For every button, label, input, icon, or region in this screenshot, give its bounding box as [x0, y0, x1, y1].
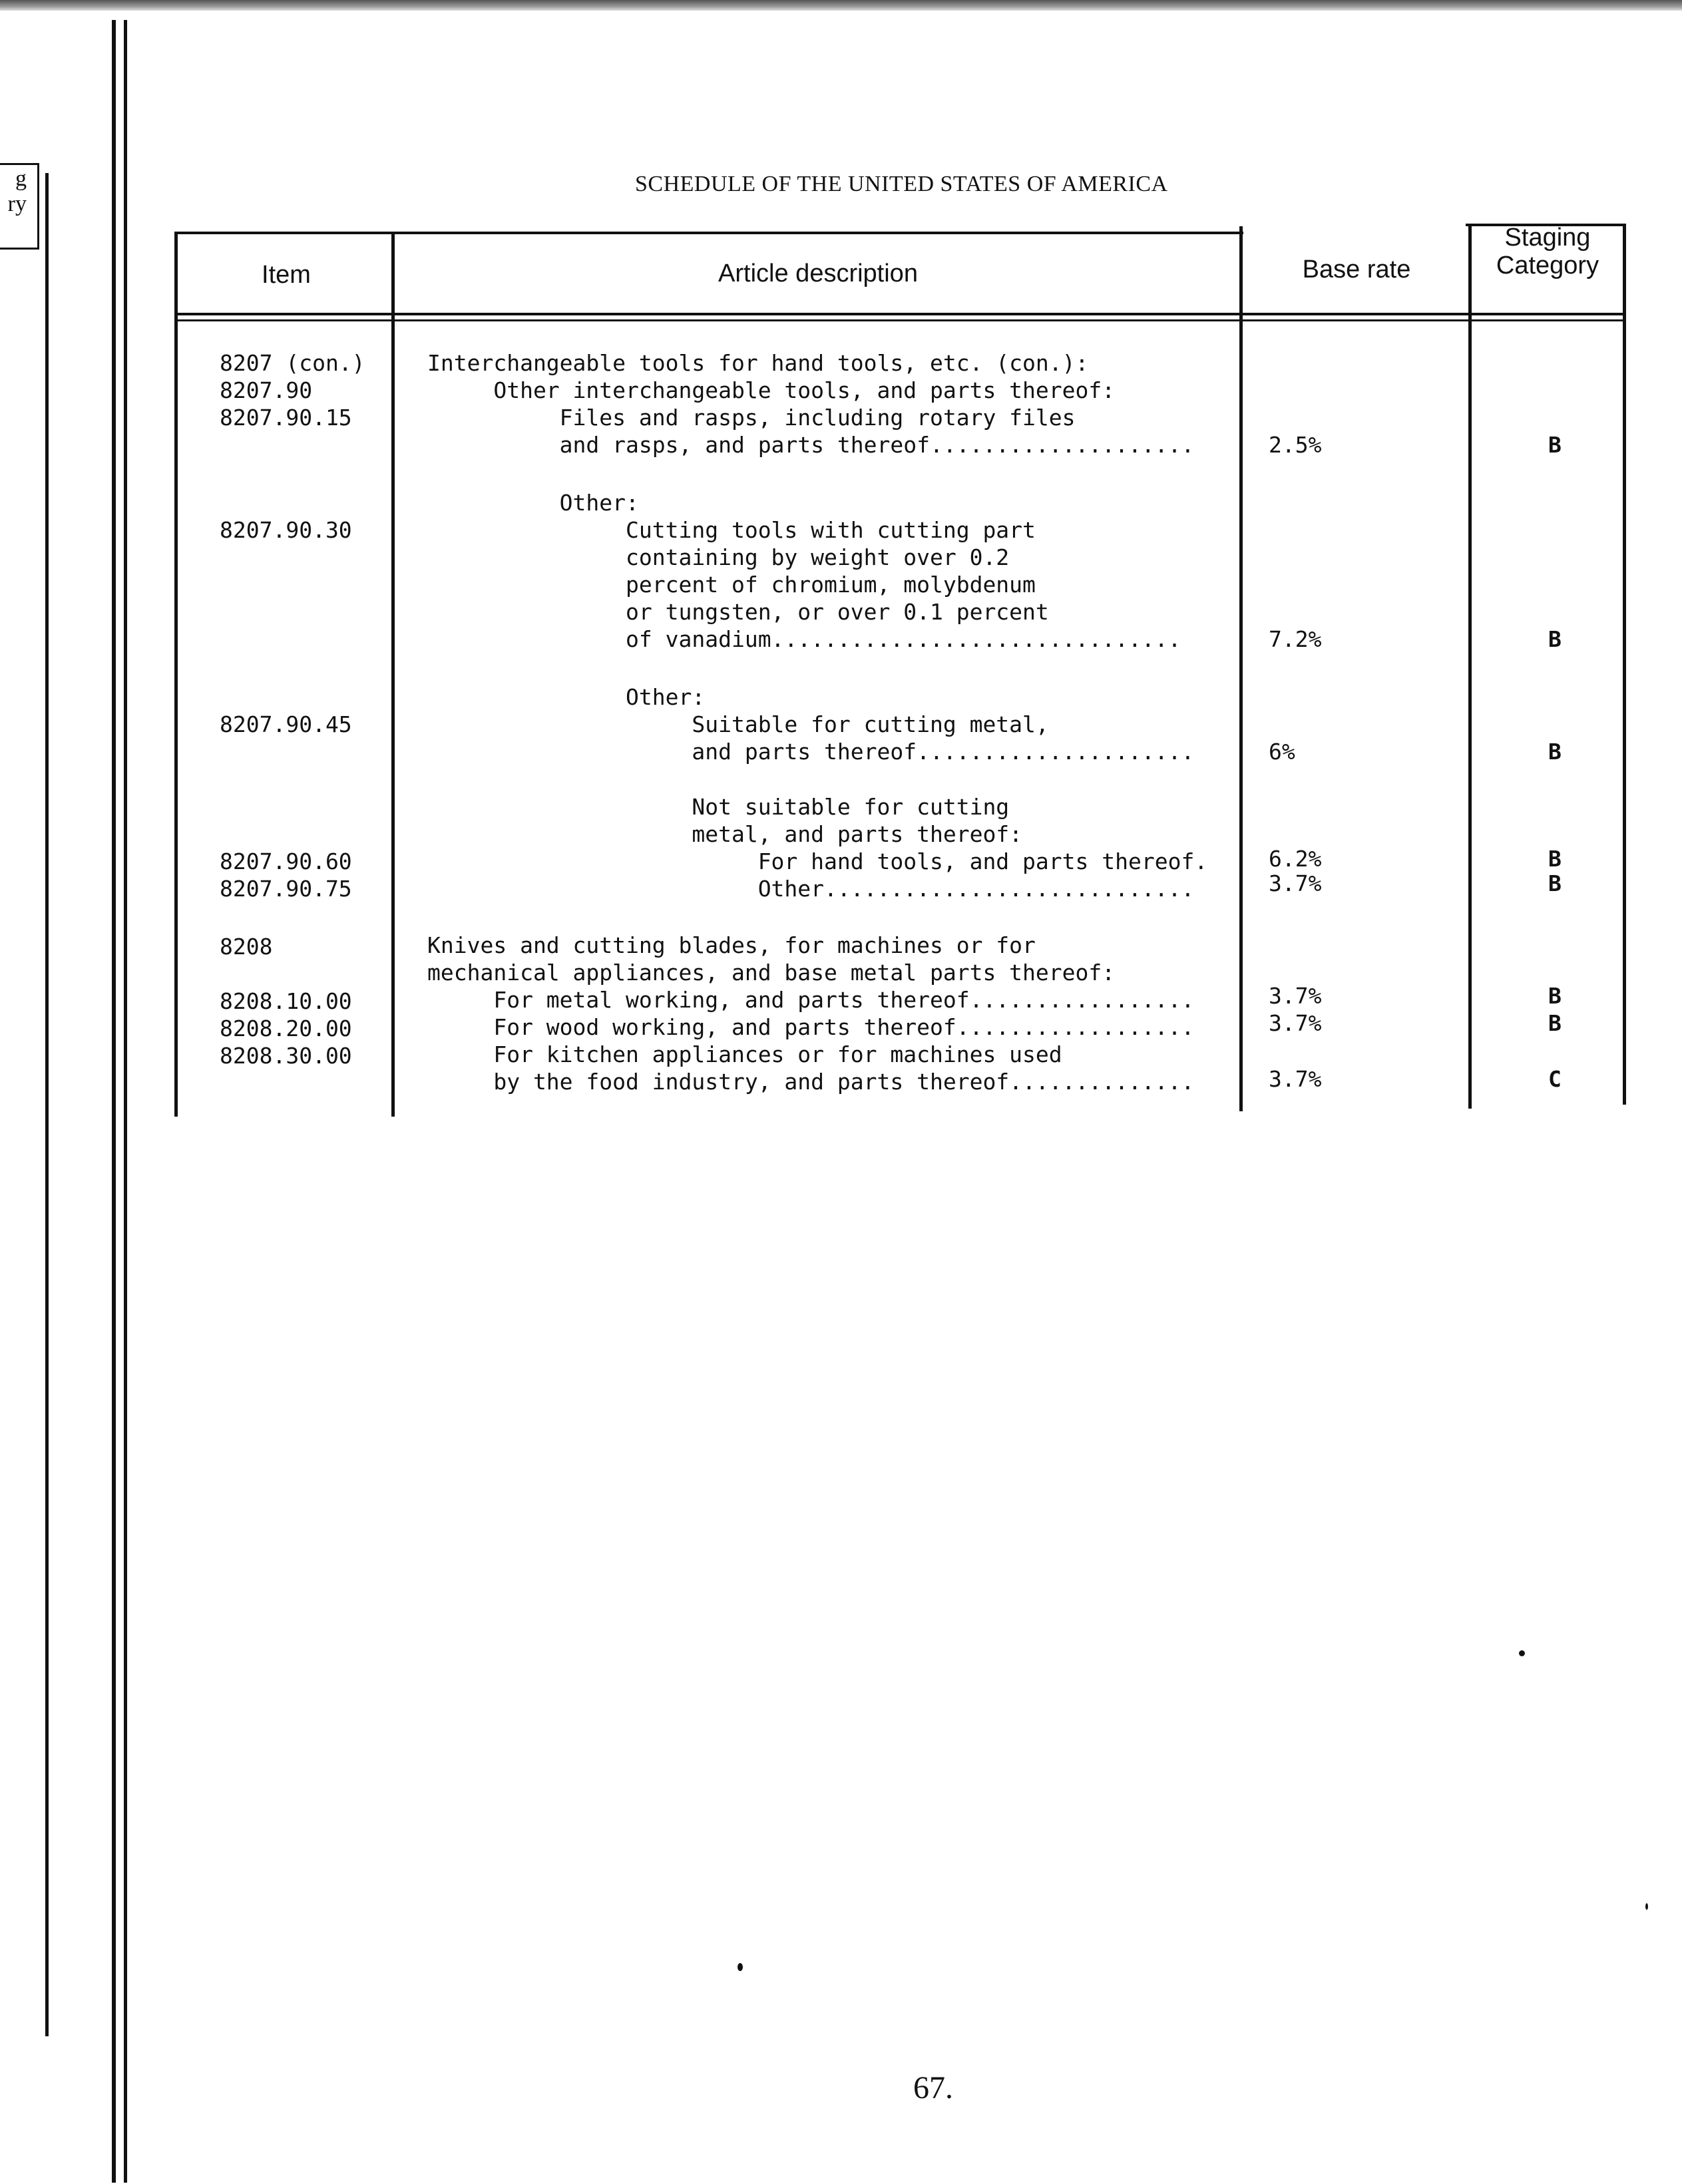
base-rate: 6% [1269, 739, 1295, 765]
article-description: Other interchangeable tools, and parts thereof: [427, 377, 1116, 403]
staging-category: B [1548, 846, 1562, 872]
base-rate: 7.2% [1269, 626, 1322, 652]
binding-line [112, 20, 116, 2183]
staging-category: B [1548, 626, 1562, 652]
table-right-border [1623, 224, 1626, 1105]
article-description: mechanical appliances, and base metal parts thereof: [427, 960, 1116, 986]
previous-page-header-text: g ry [7, 166, 27, 216]
base-rate: 3.7% [1269, 1010, 1322, 1036]
article-description: Knives and cutting blades, for machines or for [427, 932, 1036, 958]
item-code: 8208 [220, 934, 273, 960]
article-description: Other: [427, 490, 639, 516]
article-description: containing by weight over 0.2 [427, 544, 1010, 570]
item-code: 8208.30.00 [220, 1043, 352, 1069]
article-description: For wood working, and parts thereof.................. [427, 1014, 1195, 1040]
item-code: 8207.90.60 [220, 848, 352, 874]
item-code: 8207.90.75 [220, 876, 352, 902]
staging-category: B [1548, 1010, 1562, 1036]
item-code: 8207.90.30 [220, 517, 352, 543]
header-description: Article description [718, 260, 918, 287]
article-description: Files and rasps, including rotary files [427, 405, 1076, 431]
staging-category: B [1548, 432, 1562, 458]
item-code: 8208.10.00 [220, 988, 352, 1014]
base-rate: 6.2% [1269, 846, 1322, 872]
article-description: For kitchen appliances or for machines used [427, 1041, 1062, 1067]
staging-category: B [1548, 983, 1562, 1009]
item-code: 8207.90.15 [220, 405, 352, 431]
header-item: Item [262, 261, 311, 289]
binding-line [124, 20, 127, 2183]
item-code: 8207 (con.) [220, 350, 365, 376]
previous-page-rule [45, 173, 49, 2036]
article-description: or tungsten, or over 0.1 percent [427, 599, 1049, 625]
base-rate: 3.7% [1269, 983, 1322, 1009]
header-base-rate: Base rate [1302, 256, 1411, 283]
article-description: For hand tools, and parts thereof. [427, 848, 1208, 874]
base-rate: 3.7% [1269, 870, 1322, 896]
header-staging-category: Staging Category [1496, 224, 1599, 279]
column-divider-rate [1468, 224, 1472, 1109]
scan-speck [1645, 1903, 1648, 1910]
scan-edge [0, 0, 1682, 11]
column-divider-description [1239, 226, 1243, 1111]
item-code: 8207.90.45 [220, 711, 352, 737]
base-rate: 2.5% [1269, 432, 1322, 458]
page-title: SCHEDULE OF THE UNITED STATES OF AMERICA [635, 172, 1168, 196]
column-divider-item [391, 232, 395, 1117]
table-left-border [174, 232, 178, 1117]
staging-category: B [1548, 739, 1562, 765]
base-rate: 3.7% [1269, 1066, 1322, 1092]
scan-speck [1519, 1650, 1525, 1656]
staging-category: C [1548, 1066, 1562, 1092]
article-description: of vanadium............................... [427, 626, 1181, 652]
article-description: Not suitable for cutting [427, 794, 1010, 820]
article-description: Cutting tools with cutting part [427, 517, 1036, 543]
scan-speck [737, 1963, 743, 1971]
article-description: and parts thereof..................... [427, 739, 1195, 765]
article-description: Other: [427, 684, 706, 710]
article-description: by the food industry, and parts thereof.............. [427, 1069, 1195, 1095]
article-description: Other............................ [427, 876, 1195, 902]
article-description: percent of chromium, molybdenum [427, 572, 1036, 598]
table-top-rule [174, 232, 1243, 234]
article-description: and rasps, and parts thereof.................... [427, 432, 1195, 458]
page-number: 67. [913, 2070, 953, 2105]
item-code: 8207.90 [220, 377, 313, 403]
item-code: 8208.20.00 [220, 1015, 352, 1041]
article-description: Interchangeable tools for hand tools, etc. (con.): [427, 350, 1089, 376]
staging-category: B [1548, 870, 1562, 896]
article-description: Suitable for cutting metal, [427, 711, 1049, 737]
article-description: metal, and parts thereof: [427, 821, 1023, 847]
article-description: For metal working, and parts thereof................. [427, 987, 1195, 1013]
